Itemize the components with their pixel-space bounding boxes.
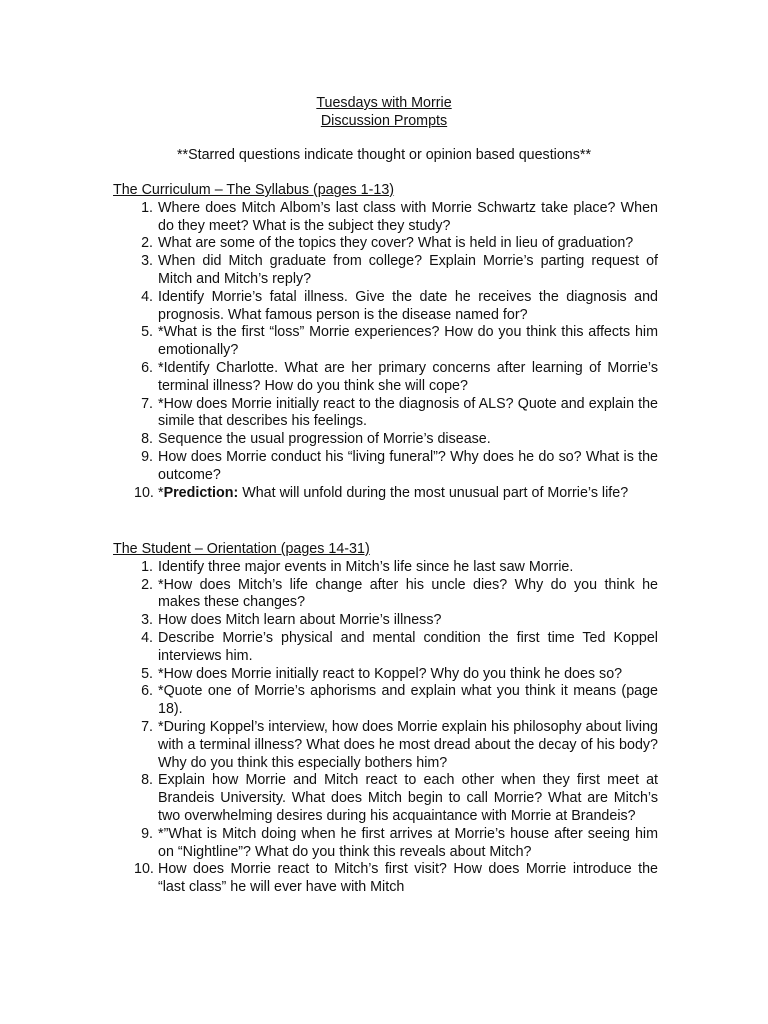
list-item (113, 577, 658, 613)
item-text: *Identify Charlotte. What are her primary concerns after learning of Morrie’s terminal illness? How do you think she will cope? (158, 359, 658, 394)
item-number: 3. (141, 612, 153, 629)
list-item (113, 683, 658, 719)
list-item (113, 630, 658, 666)
item-number: 2. (141, 235, 153, 252)
item-text: *What is the first “loss” Morrie experiences? How do you think this affects him emotionally? (158, 324, 658, 359)
item-text: Describe Morrie’s physical and mental condition the first time Ted Koppel interviews him. (158, 629, 658, 664)
item-number: 4. (141, 629, 153, 646)
item-number: 4. (141, 288, 153, 305)
item-text: How does Morrie conduct his “living funeral”? Why does he do so? What is the outcome? (158, 448, 658, 483)
item-number: 9. (141, 448, 153, 465)
section-heading: The Curriculum – The Syllabus (pages 1-13) (113, 182, 395, 198)
item-number: 7. (141, 718, 153, 735)
item-number: 8. (141, 772, 153, 789)
item-number: 3. (141, 253, 153, 270)
item-prefix: * (158, 484, 164, 501)
list-item (113, 235, 658, 253)
item-text: How does Mitch learn about Morrie’s illness? (158, 612, 442, 629)
item-number: 5. (141, 665, 153, 682)
document-header (0, 95, 768, 131)
list-item (113, 485, 658, 503)
item-number: 6. (141, 359, 153, 376)
item-number: 7. (141, 395, 153, 412)
question-list (113, 559, 658, 897)
item-text: When did Mitch graduate from college? Explain Morrie’s parting request of Mitch and Mitch’s reply? (158, 253, 658, 287)
item-number: 10. (134, 861, 154, 878)
list-item (113, 200, 658, 236)
list-item (113, 612, 658, 630)
list-item (113, 449, 658, 485)
item-number: 1. (141, 558, 153, 575)
item-text: *How does Morrie initially react to the diagnosis of ALS? Quote and explain the simile that describes his feelings. (158, 395, 658, 430)
list-item (113, 559, 658, 577)
list-item (113, 253, 658, 289)
prediction-label: Prediction: (163, 484, 239, 501)
item-number: 8. (141, 431, 153, 448)
item-number: 10. (134, 484, 154, 501)
document-title: Tuesdays with Morrie (316, 95, 452, 111)
item-number: 6. (141, 683, 153, 700)
list-item (113, 719, 658, 772)
list-item (113, 666, 658, 684)
list-item (113, 360, 658, 396)
starred-note: **Starred questions indicate thought or opinion based questions** (176, 147, 592, 163)
section-curriculum (113, 182, 658, 502)
item-number: 1. (141, 199, 153, 216)
question-list (113, 200, 658, 503)
item-text: *How does Mitch’s life change after his uncle dies? Why do you think he makes these changes? (158, 576, 658, 611)
list-item (113, 772, 658, 825)
document-subtitle: Discussion Prompts (320, 112, 448, 129)
item-text: Identify Morrie’s fatal illness. Give the date he receives the diagnosis and prognosis. What famous person is the disease named for? (158, 288, 658, 323)
item-text: How does Morrie react to Mitch’s first visit? How does Morrie introduce the “last class” he will ever have with Mitch (158, 861, 658, 896)
item-number: 5. (141, 324, 153, 341)
item-text: *”What is Mitch doing when he first arrives at Morrie’s house after seeing him on “Nightline”? What do you think this reveals about Mitch? (158, 825, 658, 860)
list-item (113, 826, 658, 862)
item-text: What will unfold during the most unusual part of Morrie’s life? (238, 484, 629, 501)
list-item (113, 861, 658, 897)
section-student (113, 541, 658, 897)
item-text: Identify three major events in Mitch’s life since he last saw Morrie. (158, 558, 574, 575)
list-item (113, 324, 658, 360)
item-text: *How does Morrie initially react to Koppel? Why do you think he does so? (158, 665, 623, 682)
item-text: *Quote one of Morrie’s aphorisms and explain what you think it means (page 18). (158, 683, 658, 718)
list-item (113, 289, 658, 325)
list-item (113, 431, 658, 449)
item-number: 9. (141, 825, 153, 842)
list-item (113, 396, 658, 432)
item-text: Explain how Morrie and Mitch react to each other when they first meet at Brandeis University. What does Mitch begin to call Morrie? What are Mitch’s two overwhelming desires during his acquaintance with Morrie at Brandeis? (158, 772, 658, 824)
item-text: Sequence the usual progression of Morrie’s disease. (158, 431, 491, 448)
item-text: What are some of the topics they cover? What is held in lieu of graduation? (158, 235, 634, 252)
item-number: 2. (141, 576, 153, 593)
item-text: *During Koppel’s interview, how does Morrie explain his philosophy about living with a terminal illness? What does he most dread about the decay of his body? Why do you think this especially bothers him? (158, 718, 658, 771)
item-text: Where does Mitch Albom’s last class with Morrie Schwartz take place? When do they meet? What is the subject they study? (158, 199, 658, 234)
section-heading: The Student – Orientation (pages 14-31) (113, 541, 370, 557)
